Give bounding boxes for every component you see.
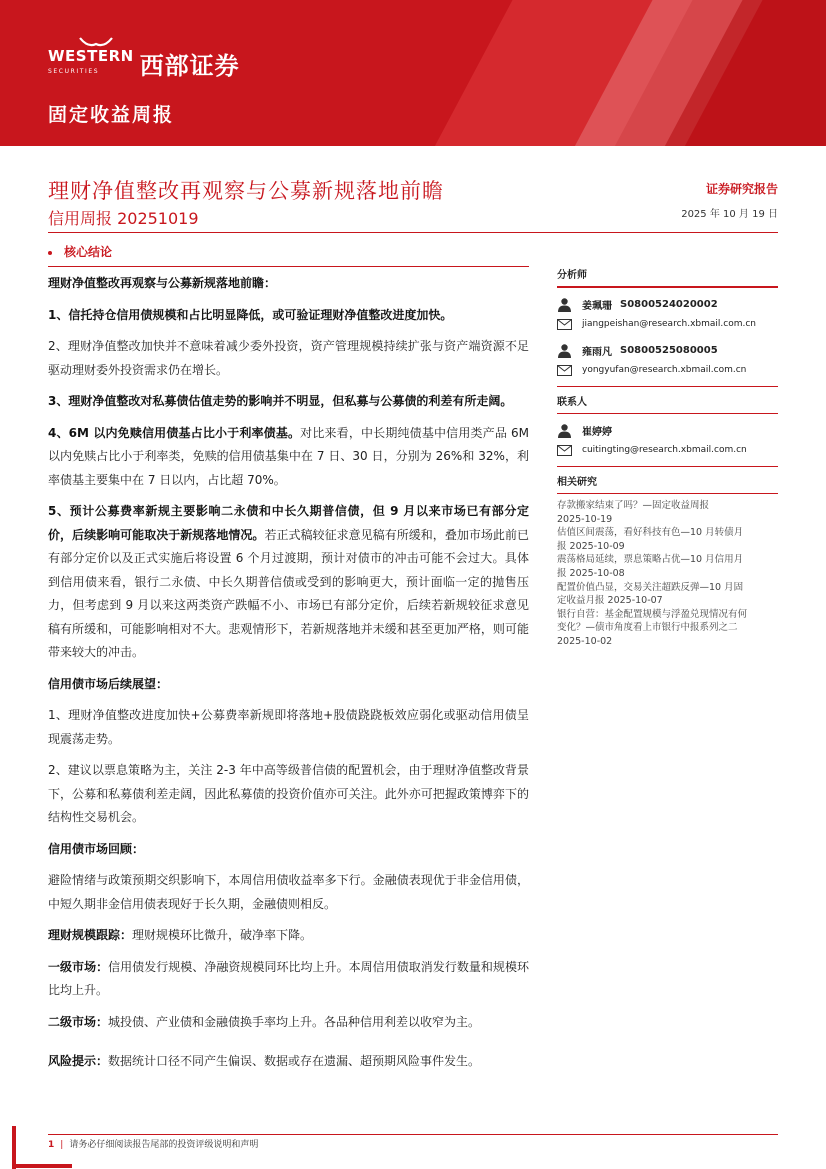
report-type-label: 证券研究报告 — [705, 182, 778, 196]
logo-english: WESTERN SECURITIES — [48, 46, 134, 75]
analyst-row — [557, 294, 778, 314]
contact-email[interactable]: cuitingting@research.xbmail.com.cn — [582, 445, 747, 455]
contact-row — [557, 420, 778, 440]
corner-decor — [12, 1164, 72, 1168]
secondary-market: 二级市场：城投债、产业债和金融债换手率均上升。各品种信用利差以收窄为主。 — [48, 1014, 481, 1029]
analyst-cert-id: S0800525080005 — [620, 344, 718, 356]
conclusion-4: 4、6M 以内免赎信用债基占比小于利率债基。对比来看，中长期纯债基中信用类产品 6M 以内免赎占比小于利率类，免赎的信用债基集中在 7 日、30 日，分别为 26%和 32%，利率债基主要集中在 7 日以内，占比超 70%。 — [48, 425, 529, 487]
analyst-name: 姜珮珊 — [582, 300, 612, 312]
bullet-icon — [48, 251, 52, 255]
conclusion-2: 2、理财净值整改加快并不意味着减少委外投资，资产管理规模持续扩张与资产端资源不足驱动理财委外投资需求仍在增长。 — [48, 339, 529, 377]
related-research-item[interactable]: 估值区间震荡，看好科技有色—10 月转债月 — [557, 527, 744, 539]
mail-icon — [557, 365, 572, 376]
related-research-heading: 相关研究 — [557, 477, 597, 488]
related-research-item[interactable]: 变化？—债市角度看上市银行中报系列之二 — [557, 622, 738, 634]
sidebar-divider — [557, 493, 778, 494]
contact-name: 崔婷婷 — [582, 426, 612, 438]
person-icon — [557, 343, 572, 358]
conclusion-5: 5、预计公募费率新规主要影响二永债和中长久期普信债，但 9 月以来市场已有部分定价，后续影响可能取决于新规落地情况。若正式稿较征求意见稿有所缓和，叠加市场此前已有部分定价以及正式实施后将设置 6 个月过渡期，预计对债市的冲击可能不会过大。具体到信用债来看，银行二永债、中长久期普信债或受到的影响更大，预计面临一定的抛售压力，但考虑到 9 月以来这两类资产跌幅不小、市场已有部分定价，后续若新规较征求意见稿有所缓和，可能影响相对不大。悲观情形下，若新规落地并未缓和甚至更加严格，则可能带来较大的冲击。 — [48, 504, 529, 659]
bull-horns-icon — [78, 36, 114, 48]
analyst-email[interactable]: jiangpeishan@research.xbmail.com.cn — [582, 319, 757, 329]
footer-divider — [48, 1134, 778, 1135]
related-research-item[interactable]: 存款搬家结束了吗？—固定收益周报 — [557, 500, 710, 511]
sidebar — [557, 264, 778, 649]
header-banner — [0, 0, 826, 146]
related-research-item[interactable]: 配置价值凸显，交易关注超跌反弹—10 月固 — [557, 581, 744, 593]
related-research-item[interactable]: 报 2025-10-08 — [557, 567, 625, 579]
outlook-2: 2、建议以票息策略为主，关注 2-3 年中高等级普信债的配置机会，由于理财净值整改背景下，公募和私募债利差走阔，因此私募债的投资价值亦可关注。此外亦可把握政策博弈下的结构性交易机会。 — [48, 763, 529, 824]
page-number: 1 — [48, 1140, 55, 1150]
related-research-item[interactable]: 银行自营：基金配置规模与浮盈兑现情况有何 — [557, 608, 748, 620]
conclusion-3: 3、理财净值整改对私募债估值走势的影响并不明显，但私募与公募债的利差有所走阔。 — [48, 394, 513, 408]
person-icon — [557, 297, 572, 312]
footer-separator: | — [60, 1140, 64, 1150]
review-heading: 信用债市场回顾： — [48, 841, 145, 856]
related-research-item[interactable]: 震荡格局延续，票息策略占优—10 月信用月 — [557, 554, 744, 566]
footer-note — [48, 1137, 258, 1150]
review-text: 避险情绪与政策预期交织影响下，本周信用债收益率多下行。金融债表现优于非金信用债，中短久期非金信用债表现好于长久期，金融债则相反。 — [48, 873, 529, 911]
mail-icon — [557, 319, 572, 330]
title-divider — [48, 232, 778, 233]
analyst-email[interactable]: yongyufan@research.xbmail.com.cn — [582, 365, 747, 375]
analyst-email-row[interactable] — [557, 360, 778, 380]
analyst-email-row[interactable] — [557, 314, 778, 334]
company-logo — [48, 46, 240, 81]
related-research-item[interactable]: 2025-10-19 — [557, 513, 613, 525]
corner-decor — [12, 1126, 16, 1169]
analyst-row — [557, 340, 778, 360]
analysts-heading: 分析师 — [557, 270, 587, 281]
logo-chinese: 西部证券 — [139, 52, 240, 80]
outlook-1: 1、理财净值整改进度加快+公募费率新规即将落地+股债跷跷板效应弱化或驱动信用债呈现震荡走势。 — [48, 708, 529, 746]
outlook-heading: 信用债市场后续展望： — [48, 676, 169, 691]
wm-tracking: 理财规模跟踪：理财规模环比微升，破净率下降。 — [48, 928, 313, 942]
conclusion-1: 1、信托持仓信用债规模和占比明显降低，或可验证理财净值整改进度加快。 — [48, 307, 453, 322]
related-research-item[interactable]: 2025-10-02 — [557, 635, 613, 647]
sidebar-divider — [557, 286, 778, 288]
report-subtitle: 信用周报 20251019 — [48, 209, 199, 228]
sidebar-divider — [557, 413, 778, 414]
report-title: 理财净值整改再观察与公募新规落地前瞻 — [48, 179, 444, 203]
contact-email-row[interactable] — [557, 440, 778, 460]
core-conclusion-heading: 核心结论 — [48, 243, 112, 260]
section-title: 固定收益周报 — [48, 104, 175, 126]
main-content — [48, 266, 529, 1066]
related-research-item[interactable]: 定收益月报 2025-10-07 — [557, 595, 663, 607]
mail-icon — [557, 445, 572, 456]
related-research-item[interactable]: 报 2025-10-09 — [557, 540, 625, 552]
intro-heading: 理财净值整改再观察与公募新规落地前瞻： — [48, 276, 277, 290]
disclaimer-text: 请务必仔细阅读报告尾部的投资评级说明和声明 — [69, 1140, 259, 1150]
related-research-list — [557, 499, 778, 649]
analyst-cert-id: S0800524020002 — [620, 298, 718, 310]
report-date: 2025 年 10 月 19 日 — [681, 209, 778, 220]
contact-heading: 联系人 — [557, 397, 587, 408]
risk-warning: 风险提示：数据统计口径不同产生偏误、数据或存在遗漏、超预期风险事件发生。 — [48, 1054, 481, 1068]
person-icon — [557, 423, 572, 438]
primary-market: 一级市场：信用债发行规模、净融资规模同环比均上升。本周信用债取消发行数量和规模环比均上升。 — [48, 959, 529, 997]
analyst-name: 雍雨凡 — [582, 346, 612, 358]
